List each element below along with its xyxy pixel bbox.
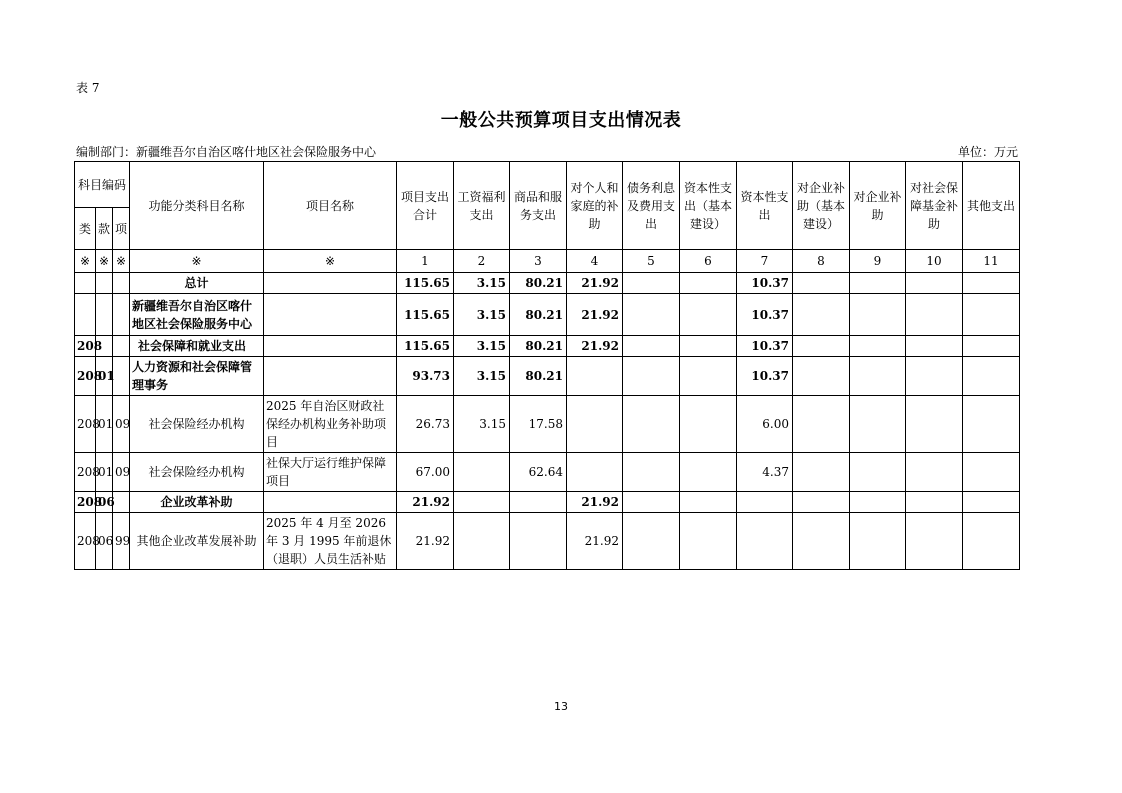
index-cell: ※ (113, 250, 130, 273)
cell-wages (454, 513, 510, 570)
cell-enterprise (850, 294, 906, 336)
cell-lei: 208 (75, 453, 96, 492)
cell-func: 社会保障和就业支出 (130, 336, 264, 357)
cell-xiang: 09 (113, 396, 130, 453)
cell-kuan: 01 (96, 453, 113, 492)
index-cell: ※ (130, 250, 264, 273)
cell-other (963, 396, 1020, 453)
cell-project: 2025 年 4 月至 2026 年 3 月 1995 年前退休（退职）人员生活补贴 (264, 513, 397, 570)
cell-xiang (113, 492, 130, 513)
other-header: 其他支出 (963, 162, 1020, 250)
cell-enterprise-basic (793, 396, 850, 453)
cell-wages: 3.15 (454, 336, 510, 357)
cell-total: 115.65 (397, 336, 454, 357)
cell-other (963, 336, 1020, 357)
capital-header: 资本性支出 (737, 162, 793, 250)
cell-debt (623, 273, 680, 294)
cell-wages: 3.15 (454, 396, 510, 453)
cell-other (963, 513, 1020, 570)
cell-goods: 17.58 (510, 396, 567, 453)
cell-social-fund (906, 294, 963, 336)
index-cell: 3 (510, 250, 567, 273)
cell-goods: 80.21 (510, 273, 567, 294)
cell-capital-basic (680, 513, 737, 570)
project-name-header: 项目名称 (264, 162, 397, 250)
cell-project (264, 294, 397, 336)
cell-func: 总计 (130, 273, 264, 294)
individual-header: 对个人和家庭的补助 (567, 162, 623, 250)
cell-goods (510, 513, 567, 570)
cell-xiang: 99 (113, 513, 130, 570)
cell-capital: 10.37 (737, 294, 793, 336)
cell-social-fund (906, 336, 963, 357)
cell-project (264, 357, 397, 396)
cell-wages: 3.15 (454, 357, 510, 396)
department-label: 编制部门：新疆维吾尔自治区喀什地区社会保险服务中心 (76, 145, 377, 159)
cell-lei: 208 (75, 396, 96, 453)
cell-total: 115.65 (397, 273, 454, 294)
code-group-header: 科目编码 (75, 162, 130, 208)
cell-individual: 21.92 (567, 294, 623, 336)
index-cell: 5 (623, 250, 680, 273)
cell-xiang (113, 336, 130, 357)
index-cell: 1 (397, 250, 454, 273)
cell-capital-basic (680, 396, 737, 453)
cell-individual (567, 357, 623, 396)
kuan-header: 款 (96, 208, 113, 250)
cell-func: 社会保险经办机构 (130, 396, 264, 453)
cell-wages (454, 453, 510, 492)
index-cell: ※ (96, 250, 113, 273)
index-cell: 7 (737, 250, 793, 273)
cell-func: 社会保险经办机构 (130, 453, 264, 492)
cell-other (963, 273, 1020, 294)
cell-capital-basic (680, 273, 737, 294)
cell-debt (623, 396, 680, 453)
cell-total: 115.65 (397, 294, 454, 336)
cell-social-fund (906, 273, 963, 294)
cell-xiang (113, 273, 130, 294)
cell-func: 企业改革补助 (130, 492, 264, 513)
cell-capital-basic (680, 453, 737, 492)
index-cell: 4 (567, 250, 623, 273)
cell-enterprise (850, 513, 906, 570)
table-row (75, 336, 1020, 357)
cell-capital-basic (680, 336, 737, 357)
cell-enterprise-basic (793, 273, 850, 294)
index-cell: ※ (264, 250, 397, 273)
cell-total: 93.73 (397, 357, 454, 396)
cell-debt (623, 492, 680, 513)
cell-enterprise (850, 273, 906, 294)
cell-capital: 4.37 (737, 453, 793, 492)
cell-goods: 80.21 (510, 357, 567, 396)
social-fund-header: 对社会保障基金补助 (906, 162, 963, 250)
cell-func: 人力资源和社会保障管理事务 (130, 357, 264, 396)
cell-other (963, 357, 1020, 396)
cell-func: 其他企业改革发展补助 (130, 513, 264, 570)
cell-xiang (113, 294, 130, 336)
cell-debt (623, 294, 680, 336)
table-row (75, 357, 1020, 396)
header-row-1 (75, 162, 1020, 208)
cell-goods (510, 492, 567, 513)
cell-enterprise-basic (793, 357, 850, 396)
cell-enterprise (850, 357, 906, 396)
cell-capital (737, 513, 793, 570)
cell-total: 26.73 (397, 396, 454, 453)
cell-xiang: 09 (113, 453, 130, 492)
cell-capital: 10.37 (737, 273, 793, 294)
index-cell: 6 (680, 250, 737, 273)
unit-label: 单位：万元 (957, 145, 1018, 159)
cell-enterprise-basic (793, 513, 850, 570)
cell-individual: 21.92 (567, 273, 623, 294)
cell-wages: 3.15 (454, 273, 510, 294)
cell-enterprise (850, 396, 906, 453)
xiang-header: 项 (113, 208, 130, 250)
cell-lei (75, 273, 96, 294)
cell-social-fund (906, 492, 963, 513)
table-row (75, 273, 1020, 294)
index-cell: 8 (793, 250, 850, 273)
cell-enterprise-basic (793, 294, 850, 336)
cell-individual: 21.92 (567, 336, 623, 357)
cell-enterprise (850, 453, 906, 492)
cell-kuan: 01 (96, 357, 113, 396)
index-cell: 9 (850, 250, 906, 273)
index-cell: ※ (75, 250, 96, 273)
index-cell: 2 (454, 250, 510, 273)
cell-individual (567, 453, 623, 492)
cell-project: 社保大厅运行维护保障项目 (264, 453, 397, 492)
cell-capital: 10.37 (737, 336, 793, 357)
table-row (75, 492, 1020, 513)
goods-header: 商品和服务支出 (510, 162, 567, 250)
cell-capital: 10.37 (737, 357, 793, 396)
cell-other (963, 453, 1020, 492)
cell-kuan: 06 (96, 492, 113, 513)
cell-enterprise-basic (793, 492, 850, 513)
cell-func: 新疆维吾尔自治区喀什地区社会保险服务中心 (130, 294, 264, 336)
cell-xiang (113, 357, 130, 396)
cell-social-fund (906, 357, 963, 396)
cell-enterprise-basic (793, 453, 850, 492)
cell-social-fund (906, 396, 963, 453)
cell-goods: 80.21 (510, 336, 567, 357)
cell-debt (623, 357, 680, 396)
cell-debt (623, 336, 680, 357)
index-row (75, 250, 1020, 273)
enterprise-header: 对企业补助 (850, 162, 906, 250)
cell-wages: 3.15 (454, 294, 510, 336)
cell-wages (454, 492, 510, 513)
cell-debt (623, 453, 680, 492)
cell-lei: 208 (75, 336, 96, 357)
budget-table (74, 161, 1020, 570)
capital-basic-header: 资本性支出（基本建设） (680, 162, 737, 250)
cell-other (963, 294, 1020, 336)
cell-capital: 6.00 (737, 396, 793, 453)
lei-header: 类 (75, 208, 96, 250)
debt-header: 债务利息及费用支出 (623, 162, 680, 250)
cell-capital-basic (680, 357, 737, 396)
cell-project: 2025 年自治区财政社保经办机构业务补助项目 (264, 396, 397, 453)
cell-enterprise-basic (793, 336, 850, 357)
wages-header: 工资福利支出 (454, 162, 510, 250)
cell-individual: 21.92 (567, 492, 623, 513)
cell-individual: 21.92 (567, 513, 623, 570)
table-row (75, 396, 1020, 453)
table-body (75, 273, 1020, 570)
cell-kuan (96, 294, 113, 336)
cell-goods: 80.21 (510, 294, 567, 336)
cell-capital-basic (680, 294, 737, 336)
cell-lei: 208 (75, 513, 96, 570)
index-cell: 10 (906, 250, 963, 273)
cell-project (264, 273, 397, 294)
cell-individual (567, 396, 623, 453)
table-row (75, 453, 1020, 492)
cell-social-fund (906, 513, 963, 570)
total-header: 项目支出合计 (397, 162, 454, 250)
enterprise-basic-header: 对企业补助（基本建设） (793, 162, 850, 250)
cell-goods: 62.64 (510, 453, 567, 492)
cell-lei (75, 294, 96, 336)
index-cell: 11 (963, 250, 1020, 273)
cell-lei: 208 (75, 357, 96, 396)
cell-project (264, 492, 397, 513)
cell-enterprise (850, 492, 906, 513)
cell-kuan (96, 273, 113, 294)
cell-total: 21.92 (397, 513, 454, 570)
page-title: 一般公共预算项目支出情况表 (440, 110, 682, 131)
cell-project (264, 336, 397, 357)
cell-debt (623, 513, 680, 570)
cell-enterprise (850, 336, 906, 357)
cell-kuan: 01 (96, 396, 113, 453)
cell-total: 67.00 (397, 453, 454, 492)
cell-other (963, 492, 1020, 513)
cell-capital-basic (680, 492, 737, 513)
table-row (75, 513, 1020, 570)
cell-total: 21.92 (397, 492, 454, 513)
cell-kuan: 06 (96, 513, 113, 570)
cell-social-fund (906, 453, 963, 492)
cell-capital (737, 492, 793, 513)
cell-lei: 208 (75, 492, 96, 513)
table-label: 表 7 (76, 81, 100, 95)
func-name-header: 功能分类科目名称 (130, 162, 264, 250)
table-row (75, 294, 1020, 336)
page-number: 13 (554, 700, 568, 713)
